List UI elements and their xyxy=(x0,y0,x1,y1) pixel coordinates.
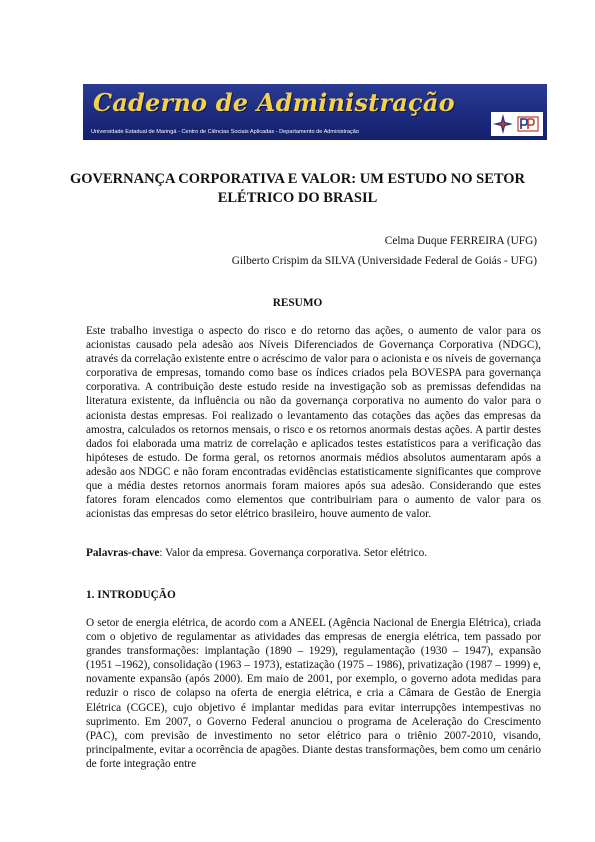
journal-banner xyxy=(83,84,547,140)
author-line: Celma Duque FERREIRA (UFG) xyxy=(384,235,537,247)
section-heading: 1. INTRODUÇÃO xyxy=(86,589,176,601)
keywords xyxy=(86,547,541,559)
journal-affiliation: Universidade Estadual de Maringá - Centro de Ciências Sociais Aplicadas - Departamento de Administração xyxy=(91,129,360,135)
abstract-heading: RESUMO xyxy=(272,297,323,309)
compass-star-logo-icon xyxy=(493,114,513,134)
introduction-text: O setor de energia elétrica, de acordo com a ANEEL (Agência Nacional de Energia Elétrica), criada com o objetivo de regulamentar as atividades das empresas de energia elétrica, tem passado por grandes transformações: implantação (1890 – 1929), regulamentação (1930 – 1947), expansão (1951 –1962), consolidação (1963 – 1973), estatização (1975 – 1986), privatização (1987 – 1999) e, novamente expansão (após 2000). Em maio de 2001, por exemplo, o governo adota medidas para reduzir o risco de colapso na oferta de energia elétrica, e cria a Câmara de Gestão de Energia Elétrica (CGCE), cujo objetivo é implantar medidas para evitar interrupções intempestivas no suprimento. Em 2007, o Governo Federal anunciou o programa de Aceleração do Crescimento (PAC), com previsão de investimento no setor elétrico para o triênio 2007-2010, visando, principalmente, evitar a ocorrência de apagões. Diante destas transformações, bem como um cenário de forte integração entre xyxy=(86,617,541,770)
abstract-text: Este trabalho investiga o aspecto do risco e do retorno das ações, o aumento de valor para os acionistas causado pela adesão aos Níveis Diferenciados de Governança Corporativa (NDGC), através da correlação existente entre o acréscimo de valor para o acionista e os níveis de governança corporativa de empresas, tomando como base os índices criados pela BOVESPA para governança corporativa. A contribuição deste estudo reside na investigação sob as premissas defendidas na literatura existente, da influência ou não da governança corporativa no aumento do valor para o acionista destas empresas. Foi realizado o levantamento das cotações das ações das empresas da amostra, calculados os retornos mensais, o risco e os retornos anormais destas ações. A partir destes dados foi elaborada uma matriz de correlação e aplicados testes estatísticos para a verificação das hipóteses de estudo. De forma geral, os retornos anormais médios absolutos aumentaram após a adesão aos NDGC e não foram encontradas evidências estatisticamente significantes que comprove que a média destes retornos anormais foram maiores após sua adesão. Considerando que estes fatores foram elencados como elementos que contribuiriam para o aumento de valor para os acionistas das empresas do setor elétrico brasileiro, houve aumento de valor. xyxy=(86,325,541,521)
institution-logos xyxy=(491,112,543,136)
journal-title: Caderno de Administração xyxy=(93,88,455,117)
keywords-label: Palavras-chave xyxy=(86,547,160,559)
ppp-logo-icon xyxy=(517,114,539,134)
author-line: Gilberto Crispim da SILVA (Universidade Federal de Goiás - UFG) xyxy=(231,255,537,267)
keywords-list: : Valor da empresa. Governança corporativa. Setor elétrico. xyxy=(159,547,428,559)
paper-title: GOVERNANÇA CORPORATIVA E VALOR: UM ESTUDO NO SETOR ELÉTRICO DO BRASIL xyxy=(69,171,526,206)
